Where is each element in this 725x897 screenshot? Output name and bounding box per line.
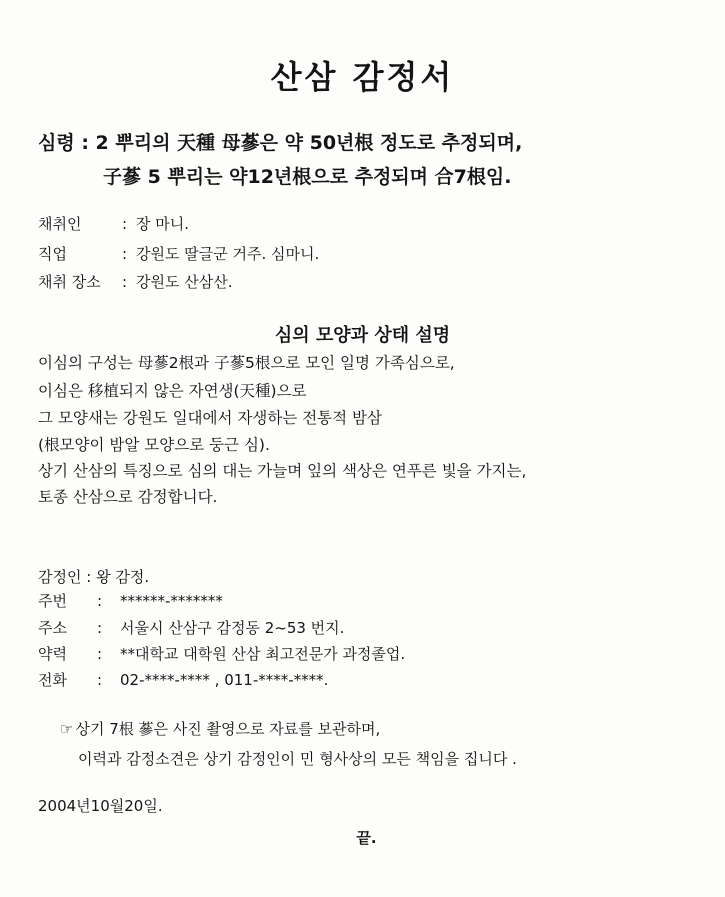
collector-label: 채취인 xyxy=(38,215,82,233)
occupation-value: 강원도 딸글군 거주. 심마니. xyxy=(136,245,320,263)
separator: : xyxy=(97,592,103,610)
phone-row xyxy=(38,669,328,690)
address-label: 주소 xyxy=(38,619,67,637)
career-label: 약력 xyxy=(38,645,67,663)
collection-place-label: 채취 장소 xyxy=(38,273,101,291)
id-number-value: ******-******* xyxy=(120,592,223,610)
phone-value: 02-****-**** , 011-****-****. xyxy=(120,671,329,689)
description-line: 상기 산삼의 특징으로 심의 대는 가늘며 잎의 색상은 연푸른 빛을 가지는, xyxy=(38,462,527,480)
appraiser-name-value: 왕 감정. xyxy=(96,568,150,586)
separator: : xyxy=(122,215,128,233)
description-line: 이심은 移植되지 않은 자연생(天種)으로 xyxy=(38,382,307,400)
age-statement-line-2: 子蔘 5 뿌리는 약12년根으로 추정되며 合7根임. xyxy=(103,166,512,188)
occupation-row xyxy=(38,243,319,264)
description-title: 심의 모양과 상태 설명 xyxy=(274,325,451,346)
description-line: 토종 산삼으로 감정합니다. xyxy=(38,488,218,506)
career-value: **대학교 대학원 산삼 최고전문가 과정졸업. xyxy=(120,645,406,663)
address-value: 서울시 산삼구 감정동 2~53 번지. xyxy=(120,619,345,637)
note-line-2: 이력과 감정소견은 상기 감정인이 민 형사상의 모든 책임을 집니다 . xyxy=(78,750,517,768)
phone-label: 전화 xyxy=(38,671,67,689)
appraiser-name-row xyxy=(38,566,149,587)
collector-row xyxy=(38,213,189,234)
document-date: 2004년10월20일. xyxy=(38,797,163,815)
pointing-hand-icon: ☞ xyxy=(60,720,74,738)
separator: : xyxy=(122,245,128,263)
career-row xyxy=(38,643,405,664)
end-mark: 끝. xyxy=(356,829,377,847)
collector-value: 장 마니. xyxy=(136,215,190,233)
note-line-1 xyxy=(60,718,380,739)
id-number-row xyxy=(38,590,223,611)
note-line-1-text: 상기 7根 蔘은 사진 촬영으로 자료를 보관하며, xyxy=(75,720,381,738)
id-number-label: 주번 xyxy=(38,592,67,610)
separator: : xyxy=(97,645,103,663)
description-line: 그 모양새는 강원도 일대에서 자생하는 전통적 밤삼 xyxy=(38,409,382,427)
description-line: (根모양이 밤알 모양으로 둥근 심). xyxy=(38,436,270,454)
document-title: 산삼 감정서 xyxy=(270,58,455,96)
separator: : xyxy=(122,273,128,291)
description-line: 이심의 구성는 母蔘2根과 子蔘5根으로 모인 일명 가족심으로, xyxy=(38,354,455,372)
address-row xyxy=(38,617,344,638)
age-statement-line-1: 심령 : 2 뿌리의 天種 母蔘은 약 50년根 정도로 추정되며, xyxy=(38,132,523,154)
collection-place-value: 강원도 산삼산. xyxy=(136,273,233,291)
occupation-label: 직업 xyxy=(38,245,67,263)
separator: : xyxy=(97,671,103,689)
collection-place-row xyxy=(38,271,232,292)
separator: : xyxy=(97,619,103,637)
separator: : xyxy=(86,568,92,586)
appraiser-name-label: 감정인 xyxy=(38,568,82,586)
